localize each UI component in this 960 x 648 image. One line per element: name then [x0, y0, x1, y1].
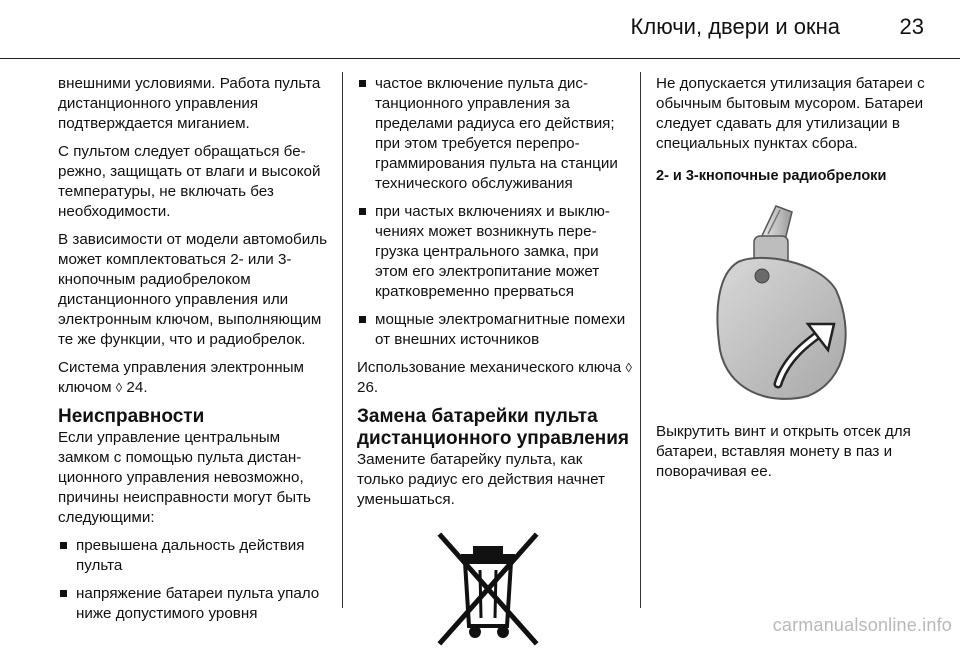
page-reference-arrow-icon: ◊ — [115, 380, 123, 395]
bullet-list — [58, 536, 334, 624]
remote-key-fob-illustration — [658, 200, 920, 406]
text-column-2 — [357, 74, 632, 648]
paragraph-text: Использование механического ключа — [357, 359, 626, 376]
page-header-title: Ключи, двери и окна — [630, 14, 840, 39]
bullet-list — [357, 74, 632, 350]
column-divider — [342, 72, 343, 608]
list-item: при частых включениях и выключениях может возникнуть перегрузка центрального замка, при этом его электропитание может кратковременно прерваться — [357, 202, 632, 302]
list-item: мощные электромагнитные помехи от внешних источников — [357, 310, 632, 350]
paragraph — [58, 358, 334, 398]
list-item: напряжение батареи пульта упало ниже допустимого уровня — [58, 584, 334, 624]
paragraph: Не допускается утилизация батареи с обычным бытовым мусором. Батареи следует сдавать для утилизации в специальных пунктах сбора. — [656, 75, 925, 152]
section-heading: Замена батарейки пульта дистанционного управления — [357, 406, 630, 449]
paragraph: Замените батарейку пульта, как только радиус его действия начнет уменьшаться. — [357, 451, 605, 508]
text-column-1 — [58, 74, 334, 632]
paragraph — [357, 358, 632, 398]
paragraph: С пультом следует обращаться бережно, защищать от влаги и высокой температуры, не включать без необходимости. — [58, 143, 321, 220]
watermark-text: carmanualsonline.info — [772, 615, 952, 635]
section-heading: 2- и 3-кнопочные радиобрелоки — [656, 168, 887, 184]
section-heading: Неисправности — [58, 406, 205, 427]
page-reference[interactable]: 26. — [357, 379, 379, 396]
list-item: превышена дальность действия пульта — [58, 536, 334, 576]
crossed-out-bin-icon — [435, 530, 541, 648]
column-divider — [640, 72, 641, 608]
paragraph: В зависимости от модели автомобиль может комплектоваться 2- или 3-кнопочным радиобрелоком дистанционного управления или электронным ключом, выполняющим те же функции, что и радиобрелок. — [58, 231, 327, 348]
paragraph: Если управление центральным замком с помощью пульта дистанционного управления невозможно, причины неисправности могут быть следующими: — [58, 429, 311, 526]
header-divider — [0, 58, 960, 59]
page-reference-arrow-icon: ◊ — [625, 360, 632, 375]
page-number: 23 — [899, 14, 924, 39]
paragraph: внешними условиями. Работа пульта дистанционного управления подтверждается миганием. — [58, 75, 321, 132]
text-column-3 — [656, 74, 931, 490]
paragraph-text: Система управления электронным ключом — [58, 359, 304, 396]
page-reference[interactable]: 24. — [122, 379, 148, 396]
list-item: частое включение пульта дистанционного управления за пределами радиуса его действия; при этом требуется перепрограммирования пульта на станции технического обслуживания — [357, 74, 632, 194]
paragraph: Выкрутить винт и открыть отсек для батареи, вставляя монету в паз и поворачивая ее. — [656, 423, 911, 480]
